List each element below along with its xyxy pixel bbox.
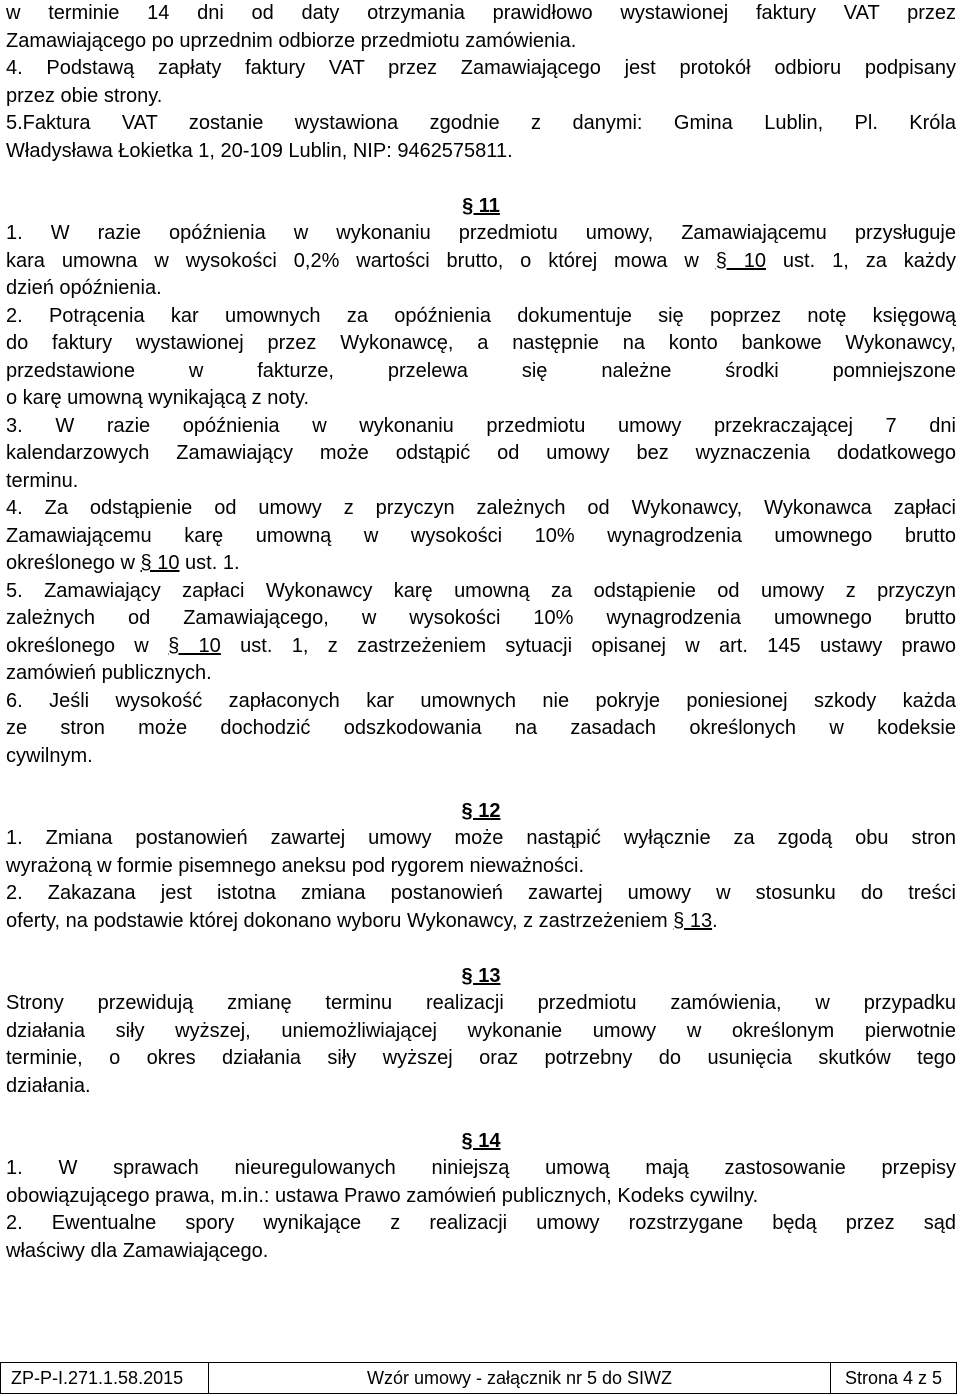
document-body xyxy=(6,0,956,1265)
section-heading-14: § 14 xyxy=(461,1129,501,1152)
text-line: obowiązującego prawa, m.in.: ustawa Prawo zamówień publicznych, Kodeks cywilny. xyxy=(6,1184,759,1207)
text-line: 2. Zakazana jest istotna zmiana postanowień zawartej umowy w stosunku do treści xyxy=(6,882,956,904)
text-line: 4. Za odstąpienie od umowy z przyczyn zależnych od Wykonawcy, Wykonawca zapłaci xyxy=(6,497,956,519)
text-line: terminu. xyxy=(6,469,79,492)
section-reference: § 10 xyxy=(168,634,221,657)
text-line: 4. Podstawą zapłaty faktury VAT przez Zamawiającego jest protokół odbioru podpisany xyxy=(6,57,956,79)
text-line: wyrażoną w formie pisemnego aneksu pod rygorem nieważności. xyxy=(6,854,585,877)
text-line: 2. Ewentualne spory wynikające z realizacji umowy rozstrzygane będą przez sąd xyxy=(6,1212,956,1234)
text-line: 5.Faktura VAT zostanie wystawiona zgodnie z danymi: Gmina Lublin, Pl. Króla xyxy=(6,112,956,134)
text-line: ze stron może dochodzić odszkodowania na zasadach określonych w kodeksie xyxy=(6,717,956,739)
text-line: zamówień publicznych. xyxy=(6,662,212,684)
text-line: Zamawiającemu karę umowną w wysokości 10% wynagrodzenia umownego brutto xyxy=(6,524,956,547)
text-line: 1. Zmiana postanowień zawartej umowy może nastąpić wyłącznie za zgodą obu stron xyxy=(6,827,956,849)
text-line: 1. W razie opóźnienia w wykonaniu przedmiotu umowy, Zamawiającemu przysługuje xyxy=(6,222,956,244)
footer-document-title: Wzór umowy - załącznik nr 5 do SIWZ xyxy=(209,1363,831,1393)
text-line: Zamawiającego po uprzednim odbiorze przedmiotu zamówienia. xyxy=(6,29,577,52)
text-line: cywilnym. xyxy=(6,744,93,767)
text-line: 3. W razie opóźnienia w wykonaniu przedmiotu umowy przekraczającej 7 dni xyxy=(6,414,956,437)
footer-page-number: Strona 4 z 5 xyxy=(844,1367,943,1388)
section-reference: § 10 xyxy=(715,249,766,272)
page-footer xyxy=(0,1362,957,1394)
text-line: 2. Potrącenia kar umownych za opóźnienia dokumentuje się poprzez notę księgową xyxy=(6,304,956,327)
section-reference: § 13 xyxy=(673,909,713,932)
text-line: oferty, na podstawie której dokonano wyboru Wykonawcy, z zastrzeżeniem § 13. xyxy=(6,909,718,932)
text-line: 1. W sprawach nieuregulowanych niniejszą umową mają zastosowanie przepisy xyxy=(6,1157,956,1179)
text-line: Władysława Łokietka 1, 20-109 Lublin, NIP: 9462575811. xyxy=(6,139,513,162)
section-heading-12: § 12 xyxy=(461,799,501,822)
text-line: zależnych od Zamawiającego, w wysokości 10% wynagrodzenia umownego brutto xyxy=(6,607,956,629)
text-line: do faktury wystawionej przez Wykonawcę, a następnie na konto bankowe Wykonawcy, xyxy=(6,332,956,354)
text-line: działania siły wyższej, uniemożliwiającej wykonanie umowy w określonym pierwotnie xyxy=(6,1019,956,1042)
text-line: przez obie strony. xyxy=(6,84,163,107)
text-line: określonego w § 10 ust. 1. xyxy=(6,552,240,574)
section-reference: § 10 xyxy=(140,552,180,574)
text-line: działania. xyxy=(6,1074,91,1097)
text-line: kalendarzowych Zamawiający może odstąpić od umowy bez wyznaczenia dodatkowego xyxy=(6,442,956,464)
text-line: przedstawione w fakturze, przelewa się należne środki pomniejszone xyxy=(6,359,956,382)
section-heading-13: § 13 xyxy=(461,964,501,987)
text-line: właściwy dla Zamawiającego. xyxy=(6,1239,269,1262)
text-line: dzień opóźnienia. xyxy=(6,277,162,299)
section-heading-11: § 11 xyxy=(462,194,500,217)
text-line: Strony przewidują zmianę terminu realizacji przedmiotu zamówienia, w przypadku xyxy=(6,992,956,1014)
text-line: 5. Zamawiający zapłaci Wykonawcy karę umowną za odstąpienie od umowy z przyczyn xyxy=(6,579,956,602)
text-line: kara umowna w wysokości 0,2% wartości brutto, o której mowa w § 10 ust. 1, za każdy xyxy=(6,249,956,272)
text-line: o karę umowną wynikającą z noty. xyxy=(6,387,310,409)
text-line: 6. Jeśli wysokość zapłaconych kar umownych nie pokryje poniesionej szkody każda xyxy=(6,689,956,712)
text-line: określonego w § 10 ust. 1, z zastrzeżeniem sytuacji opisanej w art. 145 ustawy prawo xyxy=(6,634,956,657)
text-line: w terminie 14 dni od daty otrzymania prawidłowo wystawionej faktury VAT przez xyxy=(6,2,956,24)
text-line: terminie, o okres działania siły wyższej oraz potrzebny do usunięcia skutków tego xyxy=(6,1047,956,1069)
footer-reference-number: ZP-P-I.271.1.58.2015 xyxy=(1,1363,209,1393)
